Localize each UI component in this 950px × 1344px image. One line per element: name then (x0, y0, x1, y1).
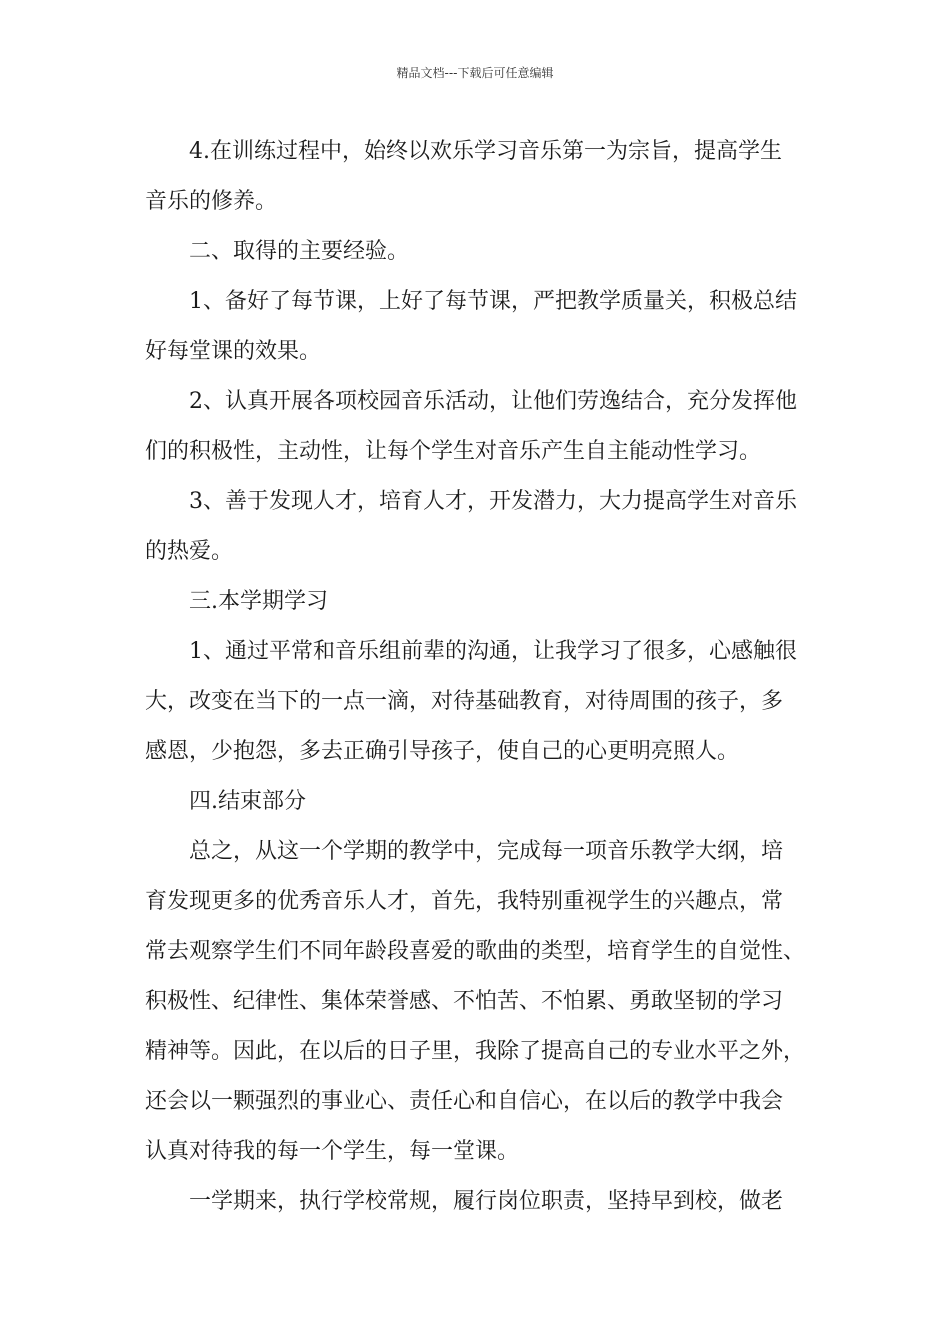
text-line: 总之，从这一个学期的教学中，完成每一项音乐教学大纲，培 (189, 839, 784, 864)
document-body (145, 127, 810, 1227)
text-line: 的热爱。 (145, 539, 234, 564)
text-line: 还会以一颗强烈的事业心、责任心和自信心，在以后的教学中我会 (145, 1089, 784, 1114)
text-line: 二、取得的主要经验。 (189, 239, 410, 264)
text-line: 们的积极性，主动性，让每个学生对音乐产生自主能动性学习。 (145, 439, 762, 464)
text-line: 好每堂课的效果。 (145, 339, 322, 364)
paragraph (145, 627, 810, 777)
text-line: 1、备好了每节课，上好了每节课，严把教学质量关，积极总结 (189, 289, 797, 314)
page-header: 精品文档---下载后可任意编辑 (396, 66, 554, 80)
text-line: 常去观察学生们不同年龄段喜爱的歌曲的类型，培育学生的自觉性、 (145, 939, 806, 964)
paragraph (145, 477, 810, 577)
text-line: 一学期来，执行学校常规，履行岗位职责，坚持早到校，做老 (189, 1189, 784, 1214)
section-heading (145, 577, 810, 627)
paragraph (145, 377, 810, 477)
text-line: 2、认真开展各项校园音乐活动，让他们劳逸结合，充分发挥他 (189, 389, 797, 414)
text-line: 认真对待我的每一个学生，每一堂课。 (145, 1139, 520, 1164)
paragraph (145, 1177, 810, 1227)
text-line: 感恩，少抱怨，多去正确引导孩子，使自己的心更明亮照人。 (145, 739, 740, 764)
paragraph (145, 277, 810, 377)
section-heading (145, 777, 810, 827)
paragraph (145, 827, 810, 1177)
text-line: 精神等。因此，在以后的日子里，我除了提高自己的专业水平之外， (145, 1039, 806, 1064)
text-line: 积极性、纪律性、集体荣誉感、不怕苦、不怕累、勇敢坚韧的学习 (145, 989, 784, 1014)
section-heading (145, 227, 810, 277)
text-line: 1、通过平常和音乐组前辈的沟通，让我学习了很多，心感触很 (189, 639, 797, 664)
text-line: 三.本学期学习 (189, 589, 328, 614)
text-line: 3、善于发现人才，培育人才，开发潜力，大力提高学生对音乐 (189, 489, 797, 514)
text-line: 音乐的修养。 (145, 189, 278, 214)
text-line: 四.结束部分 (189, 789, 306, 814)
text-line: 育发现更多的优秀音乐人才，首先，我特别重视学生的兴趣点，常 (145, 889, 784, 914)
text-line: 4.在训练过程中，始终以欢乐学习音乐第一为宗旨，提高学生 (189, 139, 782, 164)
text-line: 大，改变在当下的一点一滴，对待基础教育，对待周围的孩子，多 (145, 689, 784, 714)
paragraph (145, 127, 810, 227)
